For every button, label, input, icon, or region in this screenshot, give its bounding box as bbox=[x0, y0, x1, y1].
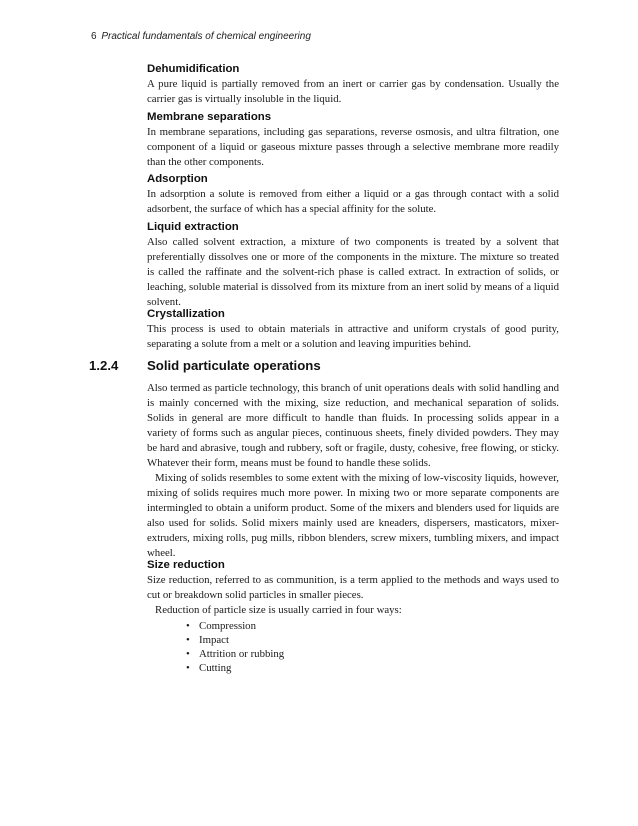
list-item: • Cutting bbox=[186, 662, 232, 674]
section-number: 1.2.4 bbox=[89, 358, 119, 373]
subheading: Size reduction bbox=[147, 559, 225, 571]
running-head-title: Practical fundamentals of chemical engineering bbox=[101, 31, 311, 42]
paragraph: Also called solvent extraction, a mixture of two components is treated by a solvent that preferentially dissolves one or more of the components in the mixture. The mixture so treated is called the raffinate and the solvent-rich phase is called extract. In extraction of solids, or leaching, soluble material is dissolved from its mixture from an inert solid by means of a liquid solvent. bbox=[147, 236, 559, 308]
paragraph: A pure liquid is partially removed from an inert or carrier gas by condensation. Usually the carrier gas is virtually insoluble in the liquid. bbox=[147, 78, 559, 105]
size-reduction-list bbox=[186, 619, 284, 675]
subheading: Membrane separations bbox=[147, 111, 272, 123]
paragraph: This process is used to obtain materials in attractive and uniform crystals of good purity, separating a solute from a melt or a solution and leaving impurities behind. bbox=[147, 323, 559, 350]
block-crystallization bbox=[147, 306, 559, 352]
page-number: 6 bbox=[91, 31, 97, 42]
block-liquid-extraction bbox=[147, 219, 559, 310]
subheading: Dehumidification bbox=[147, 63, 240, 75]
block-adsorption bbox=[147, 171, 559, 217]
list-item: • Attrition or rubbing bbox=[186, 648, 285, 660]
bullet-icon: • bbox=[186, 662, 190, 674]
subheading: Liquid extraction bbox=[147, 221, 239, 233]
section-body bbox=[147, 381, 559, 561]
bullet-icon: • bbox=[186, 634, 190, 646]
paragraph: In adsorption a solute is removed from either a liquid or a gas through contact with a solid adsorbent, the surface of which has a special affinity for the solute. bbox=[147, 188, 559, 215]
list-item: • Impact bbox=[186, 634, 229, 646]
section-title: Solid particulate operations bbox=[147, 358, 321, 373]
bullet-icon: • bbox=[186, 648, 190, 660]
list-item: • Compression bbox=[186, 620, 256, 632]
paragraph: Mixing of solids resembles to some extent with the mixing of low-viscosity liquids, however, mixing of solids requires much more power. In mixing two or more separate components are intermingled to obtain a uniform product. Some of the mixers and blenders used for liquids are also used for solids. Solid mixers mainly used are kneaders, dispersers, masticators, mixer-extruders, mixing rolls, pug mills, ribbon blenders, screw mixers, tumbling mixers, and impact wheel. bbox=[147, 472, 559, 559]
paragraph: In membrane separations, including gas separations, reverse osmosis, and ultra filtration, one component of a liquid or gaseous mixture passes through a selective membrane more readily than the other components. bbox=[147, 126, 559, 168]
subheading: Crystallization bbox=[147, 308, 225, 320]
block-dehumidification bbox=[147, 61, 559, 107]
paragraph: Reduction of particle size is usually carried in four ways: bbox=[155, 604, 402, 616]
running-head bbox=[91, 31, 311, 42]
bullet-icon: • bbox=[186, 620, 190, 632]
block-size-reduction bbox=[147, 557, 559, 618]
block-membrane-separations bbox=[147, 109, 559, 170]
paragraph: Size reduction, referred to as communition, is a term applied to the methods and ways used to cut or breakdown solid particles in smaller pieces. bbox=[147, 574, 559, 601]
paragraph: Also termed as particle technology, this branch of unit operations deals with solid handling and is mainly concerned with the mixing, size reduction, and mechanical separation of solids. Solids in general are more difficult to handle than fluids. In processing solids appear in a variety of forms such as angular pieces, continuous sheets, finely divided powders. They may be hard and abrasive, tough and rubbery, soft or fragile, dusty, cohesive, free flowing, or sticky. Whatever their form, means must be found to handle these solids. bbox=[147, 382, 559, 469]
subheading: Adsorption bbox=[147, 173, 208, 185]
